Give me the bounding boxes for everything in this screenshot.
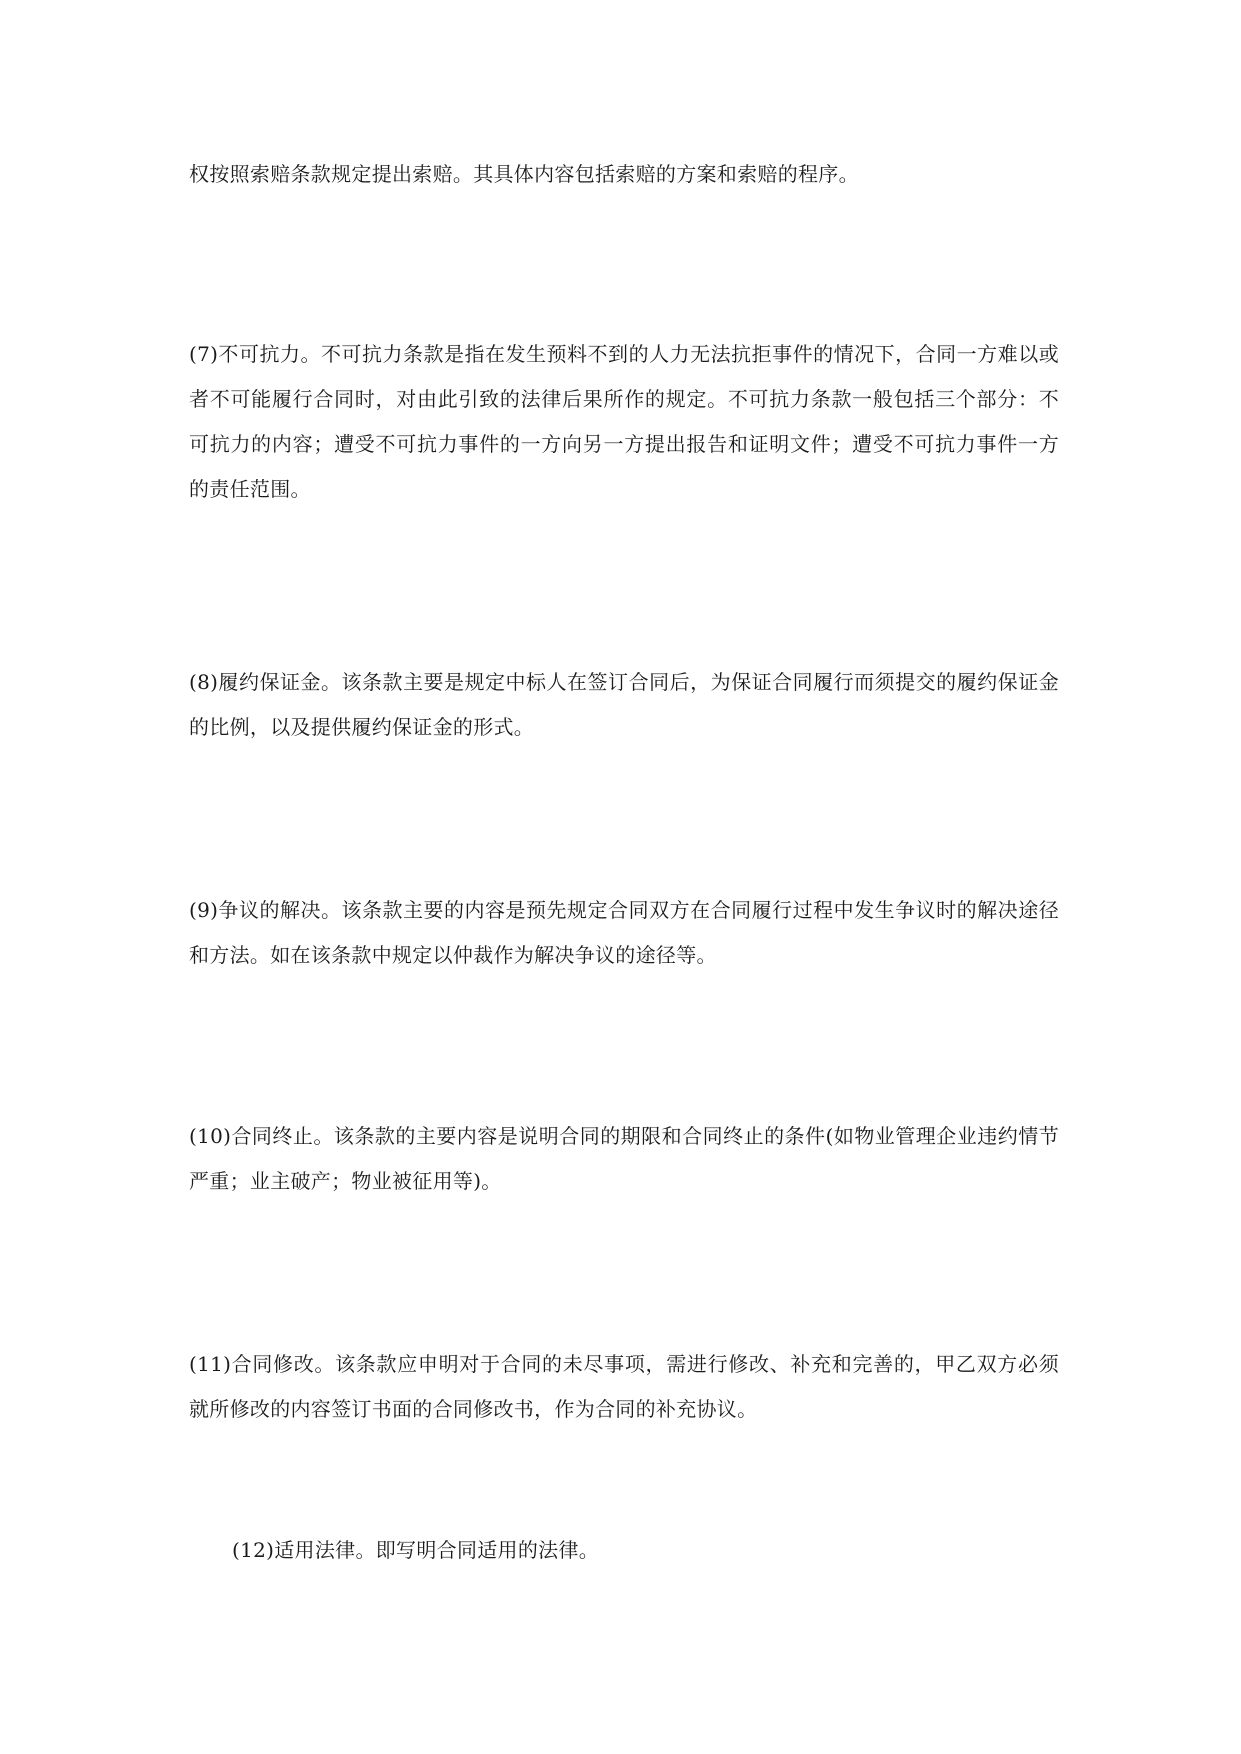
paragraph-force-majeure: (7)不可抗力。不可抗力条款是指在发生预料不到的人力无法抗拒事件的情况下，合同一方难以或者不可能履行合同时，对由此引致的法律后果所作的规定。不可抗力条款一般包括三个部分：不可抗力的内容；遭受不可抗力事件的一方向另一方提出报告和证明文件；遭受不可抗力事件一方的责任范围。	[189, 342, 1059, 501]
paragraph-continuation: 权按照索赔条款规定提出索赔。其具体内容包括索赔的方案和索赔的程序。	[189, 162, 859, 186]
paragraph-performance-bond: (8)履约保证金。该条款主要是规定中标人在签订合同后，为保证合同履行而须提交的履约保证金的比例，以及提供履约保证金的形式。	[189, 670, 1059, 739]
paragraph-contract-termination: (10)合同终止。该条款的主要内容是说明合同的期限和合同终止的条件(如物业管理企业违约情节严重；业主破产；物业被征用等)。	[189, 1124, 1059, 1193]
paragraph-dispute-resolution: (9)争议的解决。该条款主要的内容是预先规定合同双方在合同履行过程中发生争议时的解决途径和方法。如在该条款中规定以仲裁作为解决争议的途径等。	[189, 898, 1059, 967]
paragraph-applicable-law: (12)适用法律。即写明合同适用的法律。	[232, 1538, 600, 1562]
paragraph-contract-amendment: (11)合同修改。该条款应申明对于合同的未尽事项，需进行修改、补充和完善的，甲乙双方必须就所修改的内容签订书面的合同修改书，作为合同的补充协议。	[189, 1352, 1059, 1421]
